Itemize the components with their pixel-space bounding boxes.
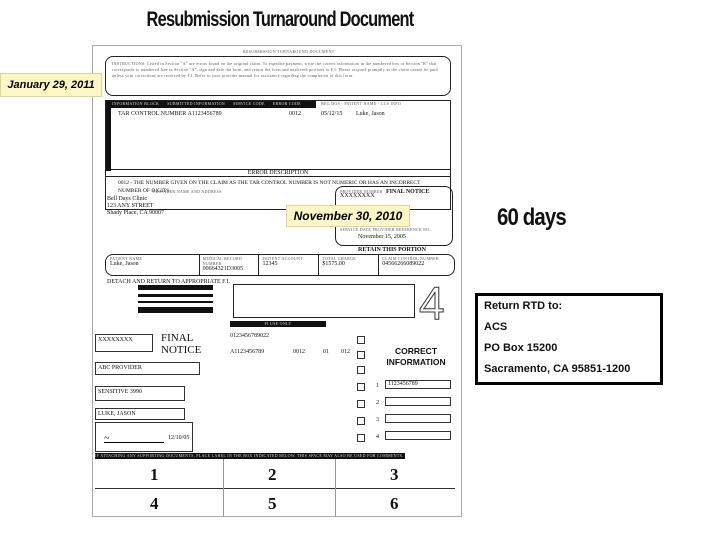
col-header: ERROR CODE [272,101,302,106]
box-number: 6 [390,494,399,513]
correct-field-2[interactable] [385,397,451,406]
fi-line: A1123456789 [230,349,265,355]
provider-address [107,196,164,217]
slide-title: Resubmission Turnaround Document [146,8,414,31]
medical-record: 00664321D3005 [202,266,243,272]
fi-line: 01 [323,349,329,355]
provider-line: Shady Place, CA 90007 [107,210,164,216]
patient-name: Luke, Jason [110,261,139,267]
account-field: SENSITIVE 3990 [95,386,185,401]
col-header: MEDICAL RECORD NUMBER [202,256,243,266]
provider-number-field: XXXXXXXX [95,334,153,352]
col-header: PATIENT NAME [110,256,143,261]
provider-line: Bell Days Clinic [107,196,147,202]
ref-label: SERVICE DATE PROVIDER REFERENCE NO. [340,227,431,232]
doc-header: RESUBMISSION TURNAROUND DOCUMENT [243,49,335,54]
checkbox[interactable] [357,417,365,425]
return-heading: Return RTD to: [484,300,563,312]
col-header: PATIENT ACCOUNT [262,256,303,261]
box-number: 2 [268,465,277,484]
signature-date: 12/10/05 [168,435,190,441]
col-header: SUBMITTED INFORMATION [167,101,225,106]
claim-control: 04566266089022 [382,261,425,267]
line-number: 3 [376,417,379,423]
provider-number: XXXXXXXX [340,193,375,199]
patient-strip [105,254,455,276]
cell-error-code: 0012 [289,111,301,117]
line-number: 1 [376,383,379,389]
ref-date: November 15, 2005 [358,234,406,240]
box-number: 5 [268,494,277,513]
checkbox[interactable] [357,366,365,374]
comments-box [233,284,415,318]
col-header: SERVICE CODE [232,101,265,106]
error-heading: ERROR DESCRIPTION [106,170,450,177]
return-name: ACS [484,321,508,333]
checkbox[interactable] [357,434,365,442]
detach-label: DETACH AND RETURN TO APPROPRIATE F.I. [107,279,230,285]
notice-date-callout: November 30, 2010 [286,205,410,227]
final-notice-2: FINAL NOTICE [161,332,202,356]
return-po-box: PO Box 15200 [484,342,558,354]
line-number: 2 [376,400,379,406]
col-header: BEG DOS - PATIENT NAME - CCS INFO [321,101,402,106]
fi-line: 0123456789022 [230,333,269,339]
signature-line: ~ [104,433,164,443]
checkbox[interactable] [357,351,365,359]
box-number: 4 [150,494,159,513]
correct-field-4[interactable] [385,431,451,440]
checkbox[interactable] [357,400,365,408]
attach-bar: IF ATTACHING ANY SUPPORTING DOCUMENTS, PLACE LABEL IN THE BOX INDICATED BELOW. THIS SPACE MAY ALSO BE USED FOR COMMENTS. [95,453,404,458]
big-four: 4 [419,277,445,329]
fi-line: 012 [341,349,350,355]
provider-name-field: ABC PROVIDER [95,362,200,375]
return-city: Sacramento, CA 95851-1200 [484,363,631,375]
section-a [105,100,451,170]
instructions: INSTRUCTIONS: Listed in Section "A" are errors found on the original claim. To expedite payment, write the correct information in the numbered box of Section "B" that corresponds to numbered line in Section "A", sign and date the form, and return the form and unaltered portions to F.I. Please respond promptly as the claim cannot be paid unless your corrections are received by F.I. Refer to your provider manual for assistance regarding the completion of this form. [105,56,451,96]
col-header: INFORMATION BLOCK [112,101,160,106]
signature-box [95,422,193,452]
box-number: 3 [390,465,399,484]
provider-line: 123 ANY STREET [107,203,154,209]
checkbox[interactable] [357,336,365,344]
cell-patient: Luke, Jason [356,111,385,117]
fi-use-bar: FI USE ONLY [230,321,326,327]
attachment-grid [95,459,461,517]
correct-field-1[interactable]: 1123456789 [385,380,451,389]
col-header: CLAIM CONTROL NUMBER [382,256,439,261]
return-address-box [475,293,663,385]
patient-field: LUKE, JASON [95,408,185,420]
retain-label: RETAIN THIS PORTION [358,247,426,253]
deadline-label: 60 days [497,204,566,231]
received-date-callout: January 29, 2011 [0,73,102,97]
box-number: 1 [150,465,159,484]
rtd-document [92,45,462,517]
correct-field-3[interactable] [385,414,451,423]
error-text: 0012 - THE NUMBER GIVEN ON THE CLAIM AS THE TAR CONTROL NUMBER IS NOT NUMERIC OR HAS AN INCORRECT NUMBER OF DIGITS [118,180,421,194]
checkbox[interactable] [357,383,365,391]
final-notice: FINAL NOTICE [386,189,430,195]
cell-info-block: TAR CONTROL NUMBER A1123456789 [118,111,222,117]
provider-number-label: PROVIDER NUMBER [340,189,383,194]
correct-info-heading: CORRECT INFORMATION [386,346,446,367]
fi-line: 0012 [293,349,305,355]
cell-dos: 05/12/15 [321,111,343,117]
col-header: TOTAL CHARGE [322,256,356,261]
line-number: 4 [376,434,379,440]
total-charge: $1575.00 [322,261,345,267]
patient-account: 12345 [262,261,278,267]
provider-label: PROVIDER NAME AND ADDRESS [153,189,222,194]
